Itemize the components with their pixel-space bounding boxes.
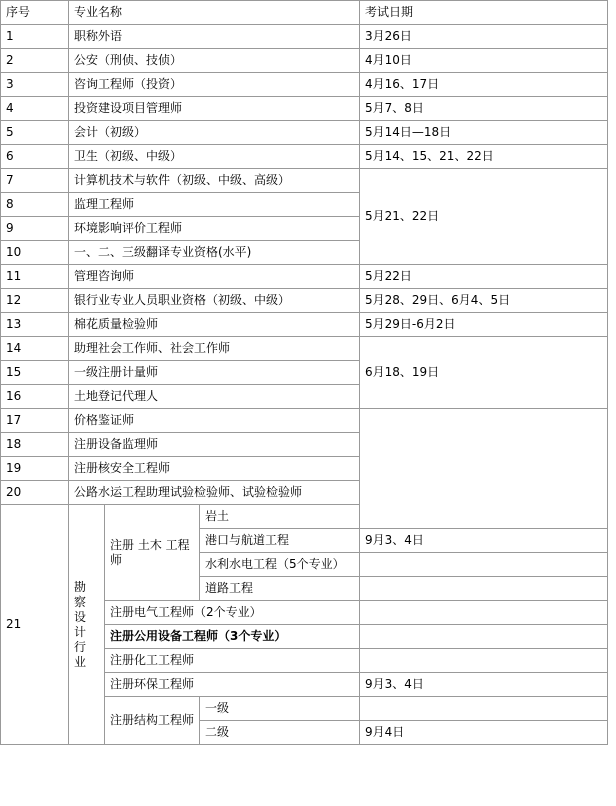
table-row xyxy=(1,97,608,121)
table-row xyxy=(1,121,608,145)
group-item-date-blank xyxy=(360,625,608,649)
row-name: 一、二、三级翻译专业资格(水平) xyxy=(69,241,360,265)
row-name: 价格鉴证师 xyxy=(69,409,360,433)
row-no: 19 xyxy=(1,457,69,481)
group-item-date-blank xyxy=(360,577,608,601)
group-item-date: 9月3、4日 xyxy=(360,529,608,553)
table-row xyxy=(1,289,608,313)
group-item-label: 注册化工工程师 xyxy=(105,649,360,673)
table-row xyxy=(1,49,608,73)
row-name: 一级注册计量师 xyxy=(69,361,360,385)
row-date: 5月28、29日、6月4、5日 xyxy=(360,289,608,313)
row-date: 4月10日 xyxy=(360,49,608,73)
group-item-date: 9月3、4日 xyxy=(360,673,608,697)
row-no: 15 xyxy=(1,361,69,385)
row-date: 5月14日—18日 xyxy=(360,121,608,145)
row-no: 6 xyxy=(1,145,69,169)
group-subitem-label: 水利水电工程（5个专业） xyxy=(200,553,360,577)
table-row xyxy=(1,145,608,169)
row-no: 3 xyxy=(1,73,69,97)
row-no: 16 xyxy=(1,385,69,409)
header-date: 考试日期 xyxy=(360,1,608,25)
row-date: 5月21、22日 xyxy=(360,169,608,265)
row-no: 13 xyxy=(1,313,69,337)
group-subitem-label: 道路工程 xyxy=(200,577,360,601)
row-name: 银行业专业人员职业资格（初级、中级） xyxy=(69,289,360,313)
table-header-row xyxy=(1,1,608,25)
row-name: 环境影响评价工程师 xyxy=(69,217,360,241)
header-no: 序号 xyxy=(1,1,69,25)
table-row xyxy=(1,313,608,337)
row-no: 17 xyxy=(1,409,69,433)
table-row xyxy=(1,73,608,97)
row-no: 12 xyxy=(1,289,69,313)
row-no: 9 xyxy=(1,217,69,241)
group-item-date: 9月4日 xyxy=(360,721,608,745)
row-name: 助理社会工作师、社会工作师 xyxy=(69,337,360,361)
row-name: 棉花质量检验师 xyxy=(69,313,360,337)
row-name: 注册设备监理师 xyxy=(69,433,360,457)
row-name: 注册核安全工程师 xyxy=(69,457,360,481)
row-no: 11 xyxy=(1,265,69,289)
row-name: 职称外语 xyxy=(69,25,360,49)
row-date: 5月14、15、21、22日 xyxy=(360,145,608,169)
row-name: 计算机技术与软件（初级、中级、高级） xyxy=(69,169,360,193)
row-name: 公路水运工程助理试验检验师、试验检验师 xyxy=(69,481,360,505)
row-date: 3月26日 xyxy=(360,25,608,49)
row-no: 14 xyxy=(1,337,69,361)
row-no: 20 xyxy=(1,481,69,505)
group-item-date-blank xyxy=(360,553,608,577)
row-date-blank xyxy=(360,409,608,529)
group-subitem-label: 港口与航道工程 xyxy=(200,529,360,553)
row-no: 2 xyxy=(1,49,69,73)
row-name: 投资建设项目管理师 xyxy=(69,97,360,121)
group-subitem-label: 一级 xyxy=(200,697,360,721)
row-no: 10 xyxy=(1,241,69,265)
group-item-label: 注册 土木 工程 师 xyxy=(105,505,200,601)
row-no: 5 xyxy=(1,121,69,145)
row-date: 6月18、19日 xyxy=(360,337,608,409)
row-no: 7 xyxy=(1,169,69,193)
row-name: 土地登记代理人 xyxy=(69,385,360,409)
group-item-label: 注册结构工程师 xyxy=(105,697,200,745)
table-row xyxy=(1,265,608,289)
group-item-label: 注册公用设备工程师（3个专业） xyxy=(105,625,360,649)
row-name: 管理咨询师 xyxy=(69,265,360,289)
table-row xyxy=(1,337,608,361)
row-no: 21 xyxy=(1,505,69,745)
group-category-label: 勘 察 设 计 行 业 xyxy=(69,505,105,745)
row-date: 5月22日 xyxy=(360,265,608,289)
row-no: 4 xyxy=(1,97,69,121)
group-item-date-blank xyxy=(360,601,608,625)
group-item-label: 注册电气工程师（2个专业） xyxy=(105,601,360,625)
row-no: 18 xyxy=(1,433,69,457)
row-no: 8 xyxy=(1,193,69,217)
row-name: 咨询工程师（投资） xyxy=(69,73,360,97)
row-date: 5月29日-6月2日 xyxy=(360,313,608,337)
table-row xyxy=(1,169,608,193)
group-subitem-label: 二级 xyxy=(200,721,360,745)
row-no: 1 xyxy=(1,25,69,49)
group-item-label: 注册环保工程师 xyxy=(105,673,360,697)
row-name: 会计（初级） xyxy=(69,121,360,145)
table-row xyxy=(1,409,608,433)
group-item-date-blank xyxy=(360,697,608,721)
row-name: 公安（刑侦、技侦） xyxy=(69,49,360,73)
group-subitem-label: 岩土 xyxy=(200,505,360,529)
row-date: 4月16、17日 xyxy=(360,73,608,97)
header-name: 专业名称 xyxy=(69,1,360,25)
group-item-date-blank xyxy=(360,649,608,673)
row-name: 监理工程师 xyxy=(69,193,360,217)
table-row xyxy=(1,25,608,49)
row-name: 卫生（初级、中级） xyxy=(69,145,360,169)
row-date: 5月7、8日 xyxy=(360,97,608,121)
